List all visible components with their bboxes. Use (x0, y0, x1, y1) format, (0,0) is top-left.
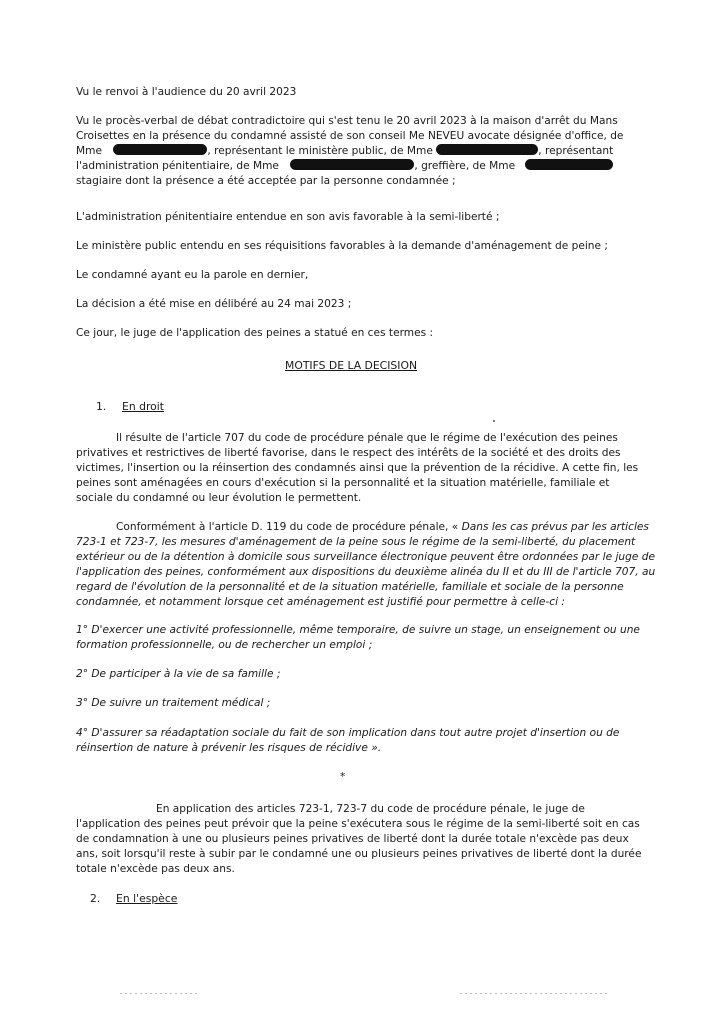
d119-line-1-quote: Dans les cas prévus par les articles (461, 521, 649, 533)
item-2: 2° De participer à la vie de sa famille ; (76, 668, 281, 680)
pv-line-3-part-b: , représentant le ministère public, de Mme (207, 145, 433, 157)
ministere-line: Le ministère public entendu en ses réquisitions favorables à la demande d'aménagement de peine ; (76, 240, 608, 252)
decision-line: La décision a été mise en délibéré au 24 mai 2023 ; (76, 298, 352, 310)
d119-line-3: extérieur ou de la détention à domicile sous surveillance électronique peuvent être ordonnées par le juge de (76, 551, 655, 563)
section-1-title: En droit (122, 400, 164, 413)
pv-line-3-part-a: Mme (76, 145, 102, 157)
administration-line: L'administration pénitentiaire entendue en son avis favorable à la semi-liberté ; (76, 211, 500, 223)
redacted-name (290, 159, 414, 170)
item-1-line-1: 1° D'exercer une activité professionnelle, même temporaire, de suivre un stage, un enseignement ou une (76, 624, 640, 636)
item-1-line-2: formation professionnelle, ou de rechercher un emploi ; (76, 639, 373, 651)
pv-line-4 (76, 159, 613, 175)
ce-jour-line: Ce jour, le juge de l'application des peines a statué en ces termes : (76, 327, 434, 339)
d119-line-2: 723-1 et 723-7, les mesures d'aménagement de la peine sous le régime de la semi-liberté, du placement (76, 536, 636, 548)
application-line-3: de condamnation à une ou plusieurs peines privatives de liberté dont la durée totale n'excède pas deux (76, 833, 629, 845)
item-4-line-1: 4° D'assurer sa réadaptation sociale du fait de son implication dans tout autre projet d'insertion ou de (76, 727, 620, 739)
renvoi-line: Vu le renvoi à l'audience du 20 avril 2023 (76, 86, 297, 98)
application-line-2: l'application des peines peut prévoir que la peine s'exécutera sous le régime de la semi-liberté soit en cas (76, 818, 640, 830)
application-line-4: ans, soit lorsqu'il reste à subir par le condamné une ou plusieurs peines privatives de liberté dont la durée (76, 848, 642, 860)
art707-line-5: sociale du condamné ou leur évolution le permettent. (76, 492, 362, 504)
d119-line-4: l'application des peines, conformément aux dispositions du deuxième alinéa du II et du III de l'article 707, au (76, 566, 656, 578)
redacted-name (113, 144, 207, 155)
d119-line-1 (116, 520, 649, 536)
section-2-number: 2. (90, 892, 101, 905)
item-4-line-2: réinsertion de nature à prévenir les risques de récidive ». (76, 742, 382, 754)
art707-line-3: victimes, l'insertion ou la réinsertion des condamnés ainsi que la prévention de la récidive. A cette fin, les (76, 462, 639, 474)
pv-line-5: stagiaire dont la présence a été acceptée par la personne condamnée ; (76, 175, 456, 187)
pv-line-3 (76, 144, 613, 160)
redacted-name (436, 144, 538, 155)
pv-line-4-part-b: , greffière, de Mme (414, 160, 516, 172)
d119-line-5: regard de l'évolution de la personnalité et de la situation matérielle, familiale et sociale de la personne (76, 581, 624, 593)
redacted-name (525, 159, 613, 170)
application-line-1: En application des articles 723-1, 723-7 du code de procédure pénale, le juge de (156, 803, 585, 815)
scan-speck (493, 420, 495, 422)
condamne-line: Le condamné ayant eu la parole en dernier, (76, 269, 309, 281)
item-3: 3° De suivre un traitement médical ; (76, 697, 271, 709)
art707-line-4: peines sont aménagées en cours d'exécution si la personnalité et la situation matérielle, familiale et (76, 477, 610, 489)
section-2-heading (90, 892, 177, 905)
scan-artifact (460, 993, 610, 994)
section-1-number: 1. (96, 400, 107, 413)
scan-artifact (120, 993, 200, 994)
application-line-5: totale n'excède pas deux ans. (76, 863, 235, 875)
art707-line-1: Il résulte de l'article 707 du code de procédure pénale que le régime de l'exécution des peines (116, 432, 618, 444)
art707-line-2: privatives et restrictives de liberté favorise, dans le respect des intérêts de la société et des droits des (76, 447, 621, 459)
pv-line-2: Croisettes en la présence du condamné assisté de son conseil Me NEVEU avocate désignée d'office, de (76, 130, 624, 142)
pv-line-3-part-c: , représentant (538, 145, 614, 157)
section-2-title: En l'espèce (116, 892, 178, 905)
pv-line-1: Vu le procès-verbal de débat contradictoire qui s'est tenu le 20 avril 2023 à la maison d'arrêt du Mans (76, 115, 618, 127)
d119-line-6: condamnée, et notamment lorsque cet aménagement est justifié pour permettre à celle-ci : (76, 596, 565, 608)
motifs-heading: MOTIFS DE LA DECISION (285, 359, 418, 372)
separator-star: * (340, 771, 346, 783)
section-1-heading (96, 400, 164, 413)
pv-line-4-part-a: l'administration pénitentiaire, de Mme (76, 160, 279, 172)
d119-line-1-intro: Conformément à l'article D. 119 du code de procédure pénale, « (116, 521, 462, 533)
